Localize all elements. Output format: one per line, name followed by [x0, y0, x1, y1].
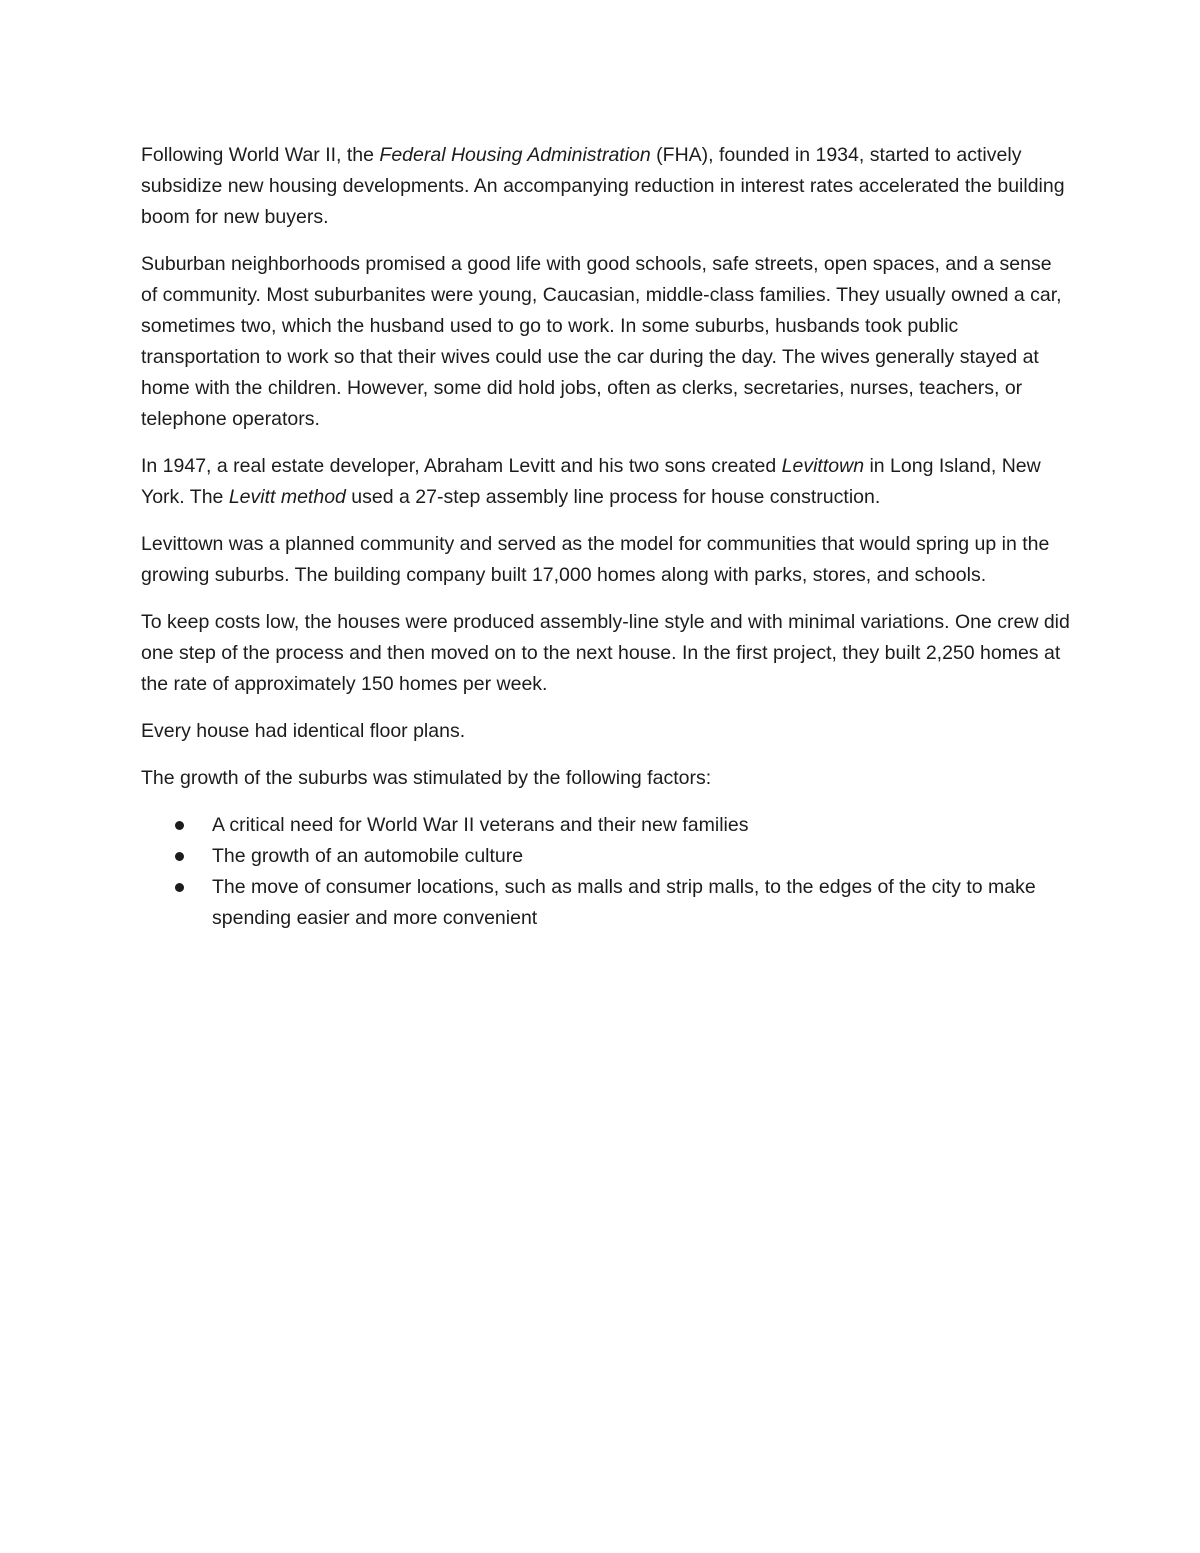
text-segment: in Long Island, New York. The: [141, 455, 1041, 508]
text-segment: Following World War II, the: [141, 144, 380, 166]
list-item: [141, 841, 1071, 872]
factors-bullet-list: [141, 810, 1071, 934]
bullet-text: A critical need for World War II veterans and their new families: [212, 814, 749, 836]
bullet-icon: [175, 852, 184, 861]
bullet-icon: [175, 821, 184, 830]
paragraph-suburban-life: [141, 249, 1071, 435]
list-item: [141, 872, 1071, 934]
paragraph-levittown-origin: [141, 451, 1071, 513]
text-segment: To keep costs low, the houses were produced assembly-line style and with minimal variations. One crew did one step of the process and then moved on to the next house. In the first project, they built 2,250 homes at the rate of approximately 150 homes per week.: [141, 611, 1070, 695]
document-page: [141, 140, 1071, 934]
text-segment: Every house had identical floor plans.: [141, 720, 466, 742]
paragraph-floor-plans: [141, 716, 1071, 747]
bullet-text: The move of consumer locations, such as malls and strip malls, to the edges of the city to make spending easier and more convenient: [212, 876, 1036, 929]
text-segment: The growth of the suburbs was stimulated by the following factors:: [141, 767, 712, 789]
text-segment: used a 27-step assembly line process for house construction.: [345, 486, 881, 508]
paragraph-assembly-line: [141, 607, 1071, 700]
bullet-icon: [175, 883, 184, 892]
text-segment: Levittown was a planned community and served as the model for communities that would spring up in the growing suburbs. The building company built 17,000 homes along with parks, stores, and schools.: [141, 533, 1050, 586]
italic-segment: Levittown: [781, 455, 865, 477]
italic-segment: Levitt method: [228, 486, 346, 508]
italic-segment: Federal Housing Administration: [379, 144, 651, 166]
paragraph-fha: [141, 140, 1071, 233]
bullet-text: The growth of an automobile culture: [212, 845, 524, 867]
paragraph-planned-community: [141, 529, 1071, 591]
text-segment: Suburban neighborhoods promised a good life with good schools, safe streets, open spaces, and a sense of community. Most suburbanites were young, Caucasian, middle-class families. They usually owned a car, sometimes two, which the husband used to go to work. In some suburbs, husbands took public transportation to work so that their wives could use the car during the day. The wives generally stayed at home with the children. However, some did hold jobs, often as clerks, secretaries, nurses, teachers, or telephone operators.: [141, 253, 1062, 430]
list-item: [141, 810, 1071, 841]
text-segment: (FHA), founded in 1934, started to actively subsidize new housing developments. An accompanying reduction in interest rates accelerated the building boom for new buyers.: [141, 144, 1065, 228]
paragraph-growth-factors: [141, 763, 1071, 794]
text-segment: In 1947, a real estate developer, Abraham Levitt and his two sons created: [141, 455, 782, 477]
